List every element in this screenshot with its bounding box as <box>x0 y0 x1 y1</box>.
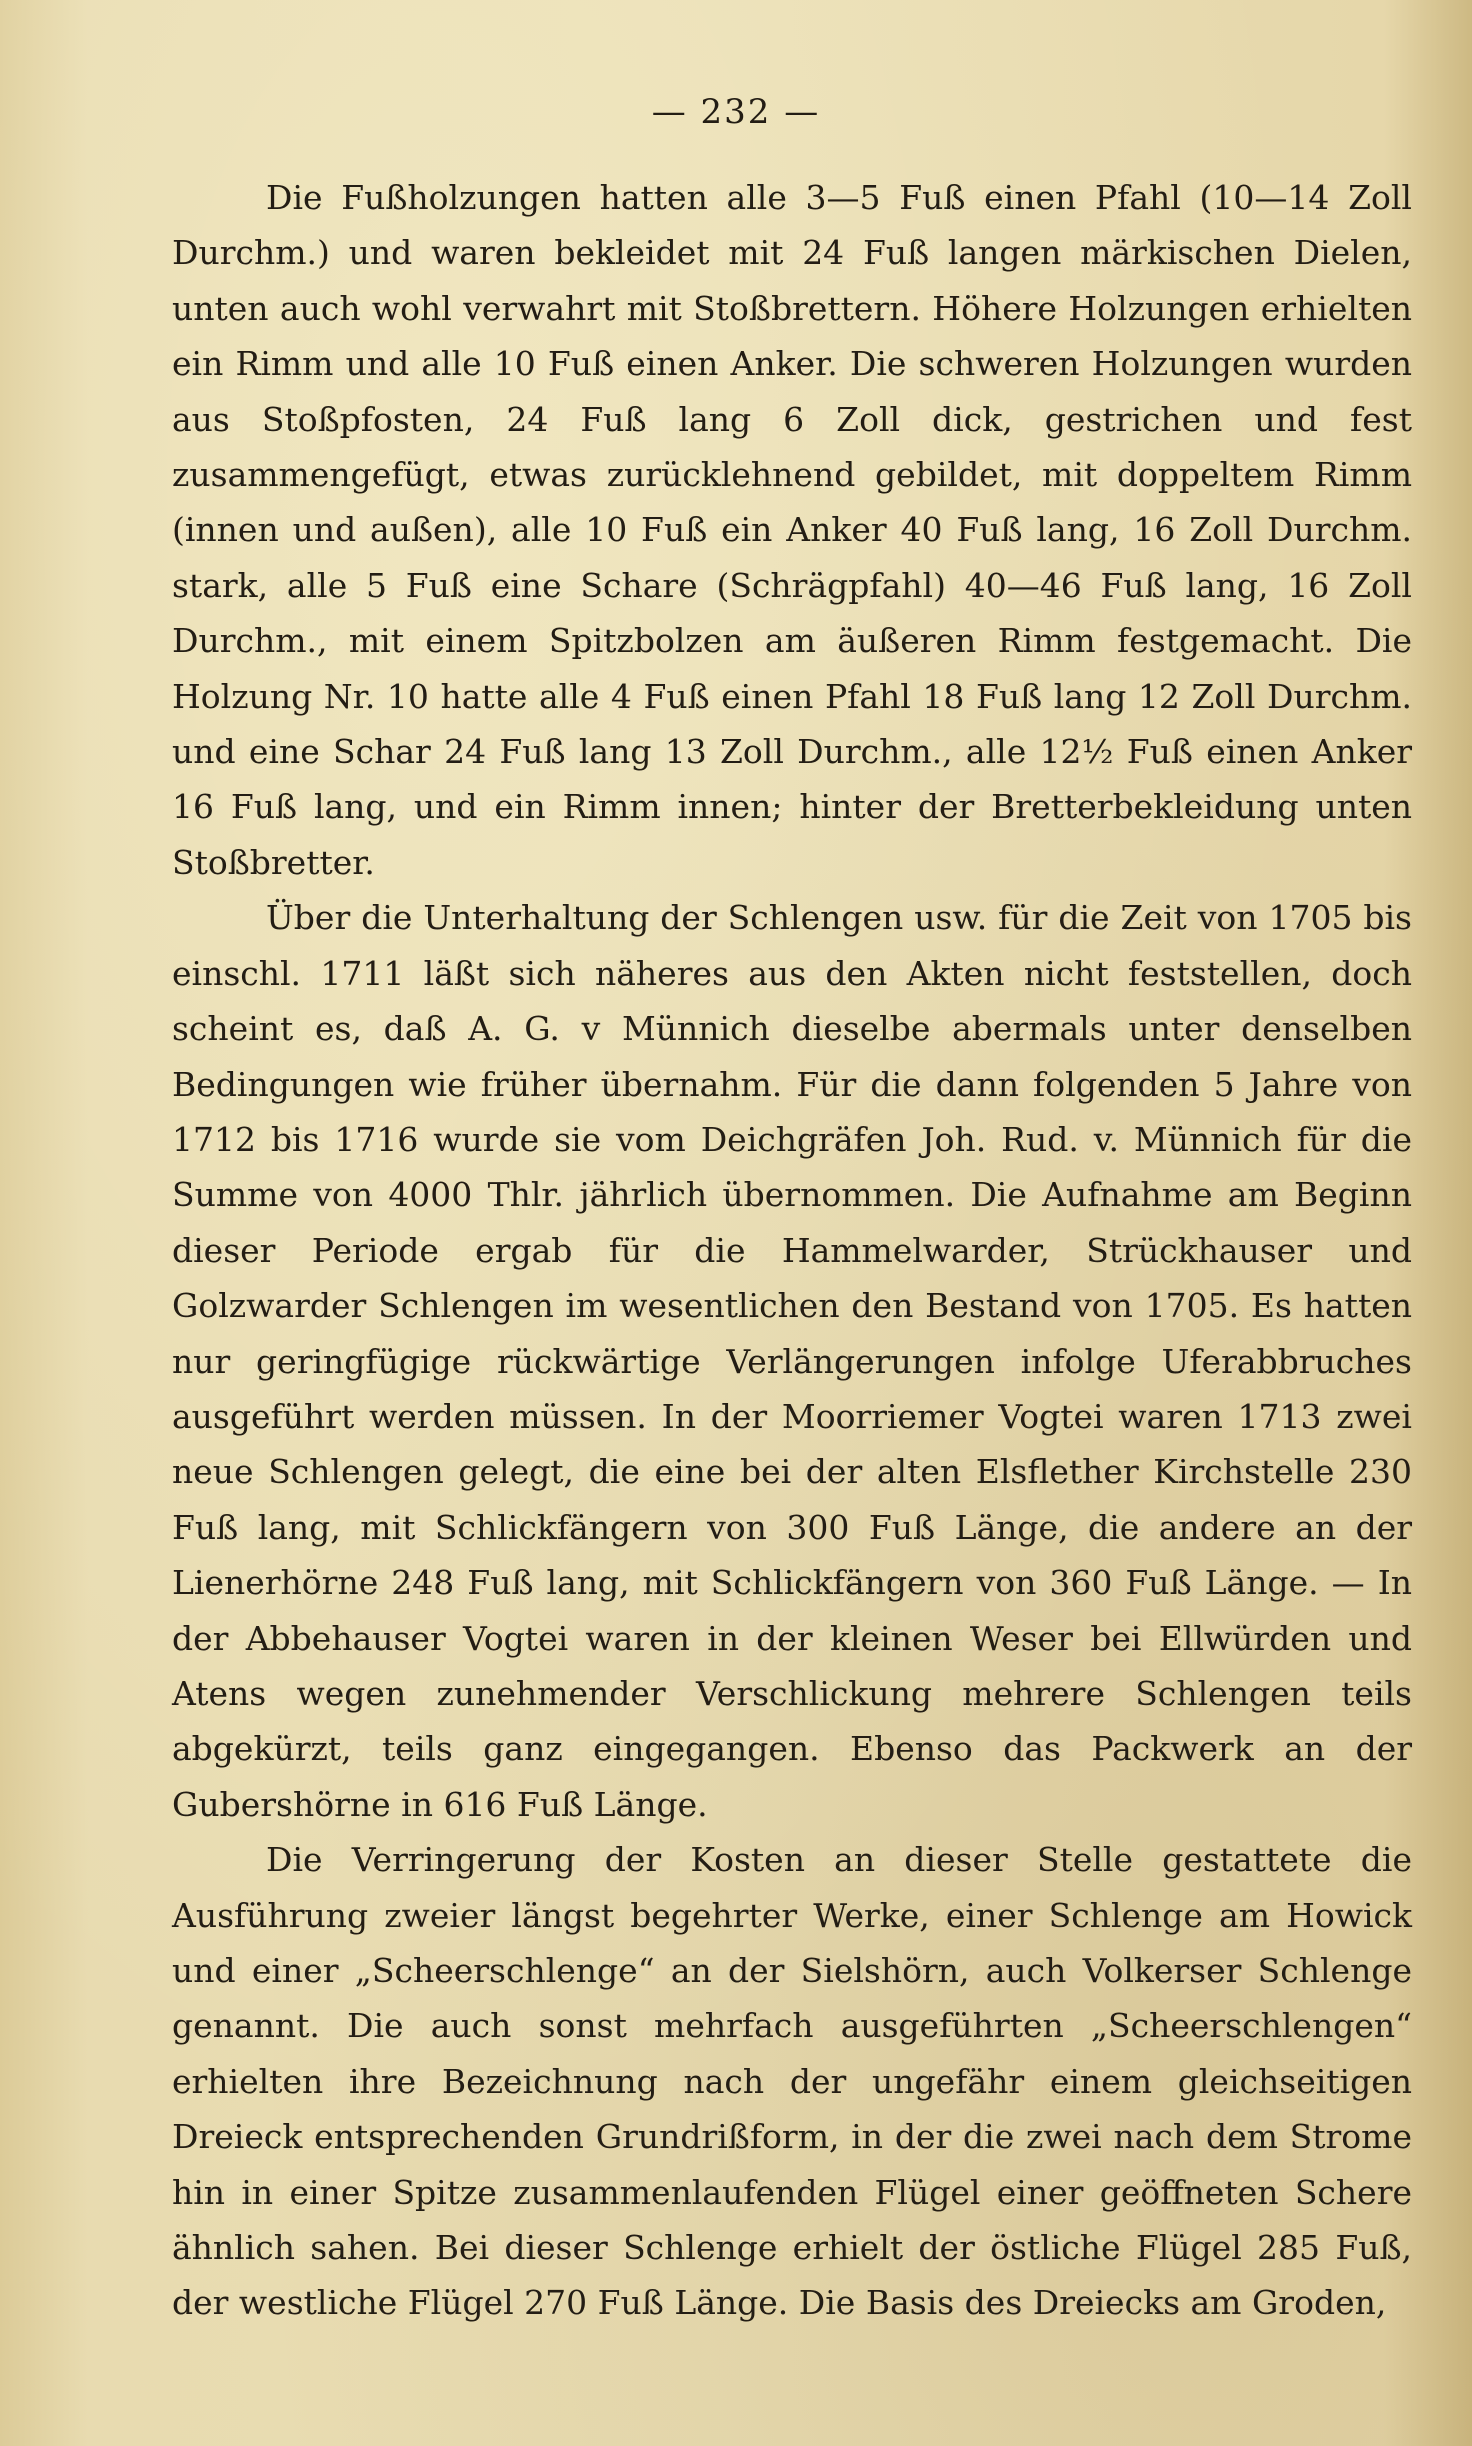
paragraph-2: Über die Unterhaltung der Schlengen usw. für die Zeit von 1705 bis einschl. 1711 läßt sich näheres aus den Akten nicht feststellen, doch scheint es, daß A. G. v Münnich dieselbe abermals unter denselben Bedingungen wie früher übernahm. Für die dann folgenden 5 Jahre von 1712 bis 1716 wurde sie vom Deichgräfen Joh. Rud. v. Münnich für die Summe von 4000 Thlr. jährlich übernommen. Die Aufnahme am Beginn dieser Periode ergab für die Hammelwarder, Strückhauser und Golzwarder Schlengen im wesentlichen den Bestand von 1705. Es hatten nur geringfügige rückwärtige Verlängerungen infolge Uferabbruches ausgeführt werden müssen. In der Moorriemer Vogtei waren 1713 zwei neue Schlengen gelegt, die eine bei der alten Elsflether Kirchstelle 230 Fuß lang, mit Schlickfängern von 300 Fuß Länge, die andere an der Lienerhörne 248 Fuß lang, mit Schlickfängern von 360 Fuß Länge. — In der Abbehauser Vogtei waren in der kleinen Weser bei Ellwürden und Atens wegen zunehmender Verschlickung mehrere Schlengen teils abgekürzt, teils ganz eingegangen. Ebenso das Packwerk an der Gubershörne in 616 Fuß Länge. <box>172 898 1412 1824</box>
paragraph-3: Die Verringerung der Kosten an dieser Stelle gestattete die Ausführung zweier längst begehrter Werke, einer Schlenge am Howick und einer „Scheerschlenge“ an der Sielshörn, auch Volkerser Schlenge genannt. Die auch sonst mehrfach ausgeführten „Scheerschlengen“ erhielten ihre Bezeichnung nach der ungefähr einem gleichseitigen Dreieck entsprechenden Grundrißform, in der die zwei nach dem Strome hin in einer Spitze zusammenlaufenden Flügel einer geöffneten Schere ähnlich sahen. Bei dieser Schlenge erhielt der östliche Flügel 285 Fuß, der westliche Flügel 270 Fuß Länge. Die Basis des Dreiecks am Groden, <box>172 1840 1412 2323</box>
paragraph-1: Die Fußholzungen hatten alle 3—5 Fuß einen Pfahl (10—14 Zoll Durchm.) und waren bekleidet mit 24 Fuß langen märkischen Dielen, unten auch wohl verwahrt mit Stoßbrettern. Höhere Holzungen erhielten ein Rimm und alle 10 Fuß einen Anker. Die schweren Holzungen wurden aus Stoßpfosten, 24 Fuß lang 6 Zoll dick, gestrichen und fest zusammengefügt, etwas zurücklehnend gebildet, mit doppeltem Rimm (innen und außen), alle 10 Fuß ein Anker 40 Fuß lang, 16 Zoll Durchm. stark, alle 5 Fuß eine Schare (Schrägpfahl) 40—46 Fuß lang, 16 Zoll Durchm., mit einem Spitzbolzen am äußeren Rimm festgemacht. Die Holzung Nr. 10 hatte alle 4 Fuß einen Pfahl 18 Fuß lang 12 Zoll Durchm. und eine Schar 24 Fuß lang 13 Zoll Durchm., alle 12½ Fuß einen Anker 16 Fuß lang, und ein Rimm innen; hinter der Bretterbekleidung unten Stoßbretter. <box>172 178 1412 882</box>
page-number: — 232 — <box>651 92 821 132</box>
body-text <box>172 170 1412 2331</box>
